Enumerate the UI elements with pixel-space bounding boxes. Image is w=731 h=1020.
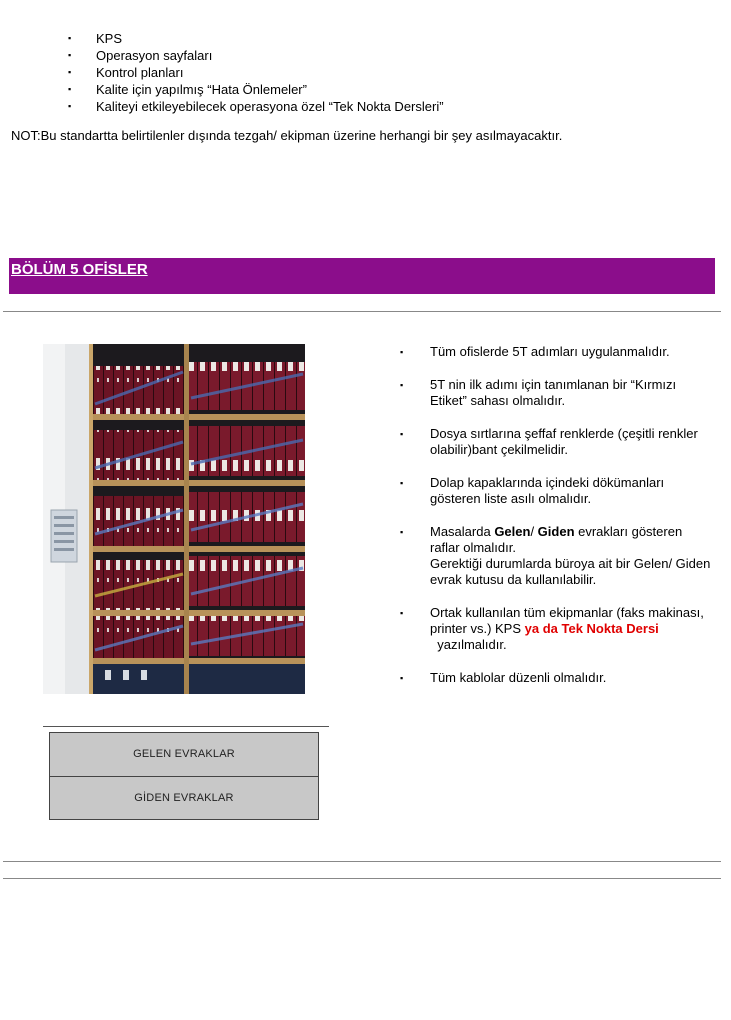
list-item-text: Tüm kablolar düzenli olmalıdır. [430,670,607,685]
list-item-text: Kalite için yapılmış “Hata Önlemeler” [96,82,307,97]
list-item-text: Kontrol planları [96,65,184,80]
bullet-icon: ▪ [400,429,404,439]
section-header-bar [9,258,715,294]
list-item [400,670,715,686]
list-item [0,47,731,64]
list-item [0,30,731,47]
office-rules-list [400,344,715,703]
incoming-documents-tray [49,732,319,777]
bullet-icon: ▪ [400,608,404,618]
list-item [400,426,715,458]
bullet-icon: ▪ [400,527,404,537]
bullet-icon: ▪ [68,50,72,60]
divider [3,861,721,862]
office-shelves-photo [43,344,305,694]
list-item [0,98,731,115]
bullet-icon: ▪ [400,347,404,357]
bullet-icon: ▪ [400,478,404,488]
divider [3,311,721,312]
list-item-text: Dolap kapaklarında içindeki dökümanları gösteren liste asılı olmalıdır. [430,475,665,506]
list-item [400,344,715,360]
bullet-icon: ▪ [68,33,72,43]
bullet-icon: ▪ [68,84,72,94]
divider [43,726,329,727]
bullet-icon: ▪ [68,101,72,111]
list-item [400,524,715,588]
list-item [0,64,731,81]
list-item-text: Operasyon sayfaları [96,48,213,63]
list-item-text: KPS [96,31,123,46]
list-item [400,377,715,409]
list-item-text: 5T nin ilk adımı için tanımlanan bir “Kırmızı Etiket” sahası olmalıdır. [430,377,677,408]
list-item-subtext: Gerektiği durumlarda büroya ait bir Gelen/ Giden evrak kutusu da kullanılabilir. [430,556,711,587]
list-item-text: Dosya sırtlarına şeffaf renklerde (çeşitli renkler olabilir)bant çekilmelidir. [430,426,698,457]
incoming-label: Gelen [494,524,531,539]
list-item-text: Kaliteyi etkileyebilecek operasyona özel “Tek Nokta Dersleri” [96,99,444,114]
top-bullet-list [0,30,731,115]
list-item [0,81,731,98]
list-item-text: Ortak kullanılan tüm ekipmanlar (faks makinası, printer vs.) KPS ya da Tek Nokta Dersi yazılmalıdır. [430,605,704,652]
divider [3,878,721,879]
section-title: BÖLÜM 5 OFİSLER [11,261,148,278]
highlight-text: ya da Tek Nokta Dersi [524,621,659,636]
bullet-icon: ▪ [400,673,404,683]
bullet-icon: ▪ [400,380,404,390]
note-text: NOT:Bu standartta belirtilenler dışında tezgah/ ekipman üzerine herhangi bir şey asılmayacaktır. [11,128,563,143]
list-item [400,605,715,653]
tray-label: GİDEN EVRAKLAR [134,792,234,804]
bullet-icon: ▪ [68,67,72,77]
list-item [400,475,715,507]
outgoing-label: Giden [537,524,575,539]
tray-label: GELEN EVRAKLAR [133,748,235,760]
list-item-text: Tüm ofislerde 5T adımları uygulanmalıdır. [430,344,670,359]
list-item-text: Masalarda Gelen/ Giden evrakları gösteren raflar olmalıdır. [430,524,683,555]
outgoing-documents-tray [49,776,319,820]
